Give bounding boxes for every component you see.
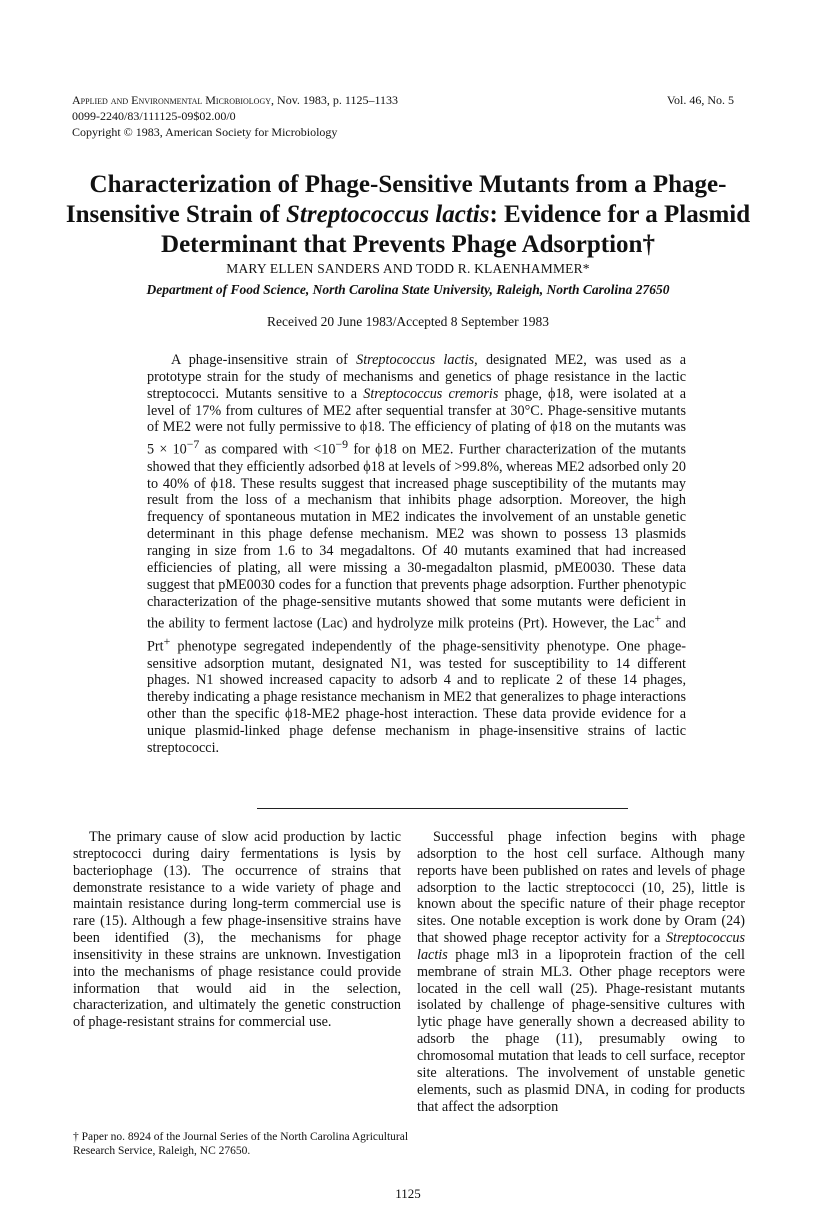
- section-divider: [257, 808, 628, 809]
- received-dates: Received 20 June 1983/Accepted 8 September 1983: [267, 314, 549, 329]
- body-right-column: Successful phage infection begins with phage adsorption to the host cell surface. Although many reports have been published on rates and levels of phage adsorption to the lactic streptococci (10, 25), little is known about the specific nature of their phage receptor sites. One notable exception is work done by Oram (24) that showed phage receptor activity for a Streptococcus lactis phage ml3 in a lipoprotein fraction of the cell membrane of strain ML3. Other phage receptors were located in the cell wall (25). Phage-resistant mutants isolated by challenge of phage-sensitive cultures with lytic phage have generally shown a decreased ability to adsorb the phage (11), presumably owing to chromosomal mutation that leads to cell surface, receptor site alterations. The involvement of unstable genetic elements, such as plasmid DNA, in coding for products that affect the adsorption: [417, 829, 745, 1115]
- author-list: MARY ELLEN SANDERS AND TODD R. KLAENHAMMER*: [226, 261, 590, 276]
- abstract: A phage-insensitive strain of Streptococcus lactis, designated ME2, was used as a prototype strain for the study of mechanisms and genetics of phage resistance in the lactic streptococci. Mutants sensitive to a Streptococcus cremoris phage, ϕ18, were isolated at a level of 17% from cultures of ME2 after sequential transfer at 30°C. Phage-sensitive mutants of ME2 were not fully permissive to ϕ18. The efficiency of plating of ϕ18 on the mutants was $5 \times 10^{-7}$ as compared with $<10^{-9}$ for ϕ18 on ME2. Further characterization of the mutants showed that they efficiently adsorbed ϕ18 at levels of >99.8%, whereas ME2 adsorbed only 20 to 40% of ϕ18. These results suggest that increased phage susceptibility of the mutants may result from the loss of a mechanism that inhibits phage adsorption. Moreover, the high frequency of spontaneous mutation in ME2 indicates the involvement of an unstable genetic determinant in this phage defense mechanism. ME2 was shown to possess 13 plasmids ranging in size from 1.6 to 34 megadaltons. Of 40 mutants examined that had increased efficiencies of plating, all were missing a 30-megadalton plasmid, pME0030. These data suggest that pME0030 codes for a function that prevents phage adsorption. Further phenotypic characterization of the phage-sensitive mutants showed that some mutants were deficient in the ability to ferment lactose (Lac) and hydrolyze milk proteins (Prt). However, the Lac+ and Prt+ phenotype segregated independently of the phage-sensitivity phenotype. One phage-sensitive adsorption mutant, designated N1, was tested for susceptibility to 14 different phages. N1 showed increased capacity to adsorb 4 and to replicate 2 of these 14 phages, thereby indicating a phage resistance mechanism in ME2 that generalizes to phage interactions other than the specific ϕ18-ME2 phage-host interaction. These data provide evidence for a unique plasmid-linked phage defense mechanism in phage-insensitive strains of lactic streptococci.: [147, 352, 687, 756]
- issn-line: 0099-2240/83/111125-09$02.00/0: [72, 109, 236, 123]
- copyright-line: Copyright © 1983, American Society for Microbiology: [72, 125, 338, 139]
- journal-header: [72, 92, 592, 140]
- volume-label: Vol. 46, No. 5: [666, 93, 734, 107]
- affiliation: Department of Food Science, North Carolina State University, Raleigh, North Carolina 27650: [146, 282, 670, 297]
- journal-citation: Applied and Environmental Microbiology, Nov. 1983, p. 1125–1133: [72, 93, 399, 107]
- article-title: Characterization of Phage-Sensitive Mutants from a Phage-Insensitive Strain of Streptococcus lactis: Evidence for a Plasmid Determinant that Prevents Phage Adsorption†: [65, 171, 751, 258]
- footnote: † Paper no. 8924 of the Journal Series of the North Carolina Agricultural Research Service, Raleigh, NC 27650.: [73, 1131, 409, 1157]
- page-number: 1125: [395, 1186, 421, 1201]
- body-left-column: The primary cause of slow acid production by lactic streptococci during dairy fermentations is lysis by bacteriophage (13). The occurrence of strains that demonstrate resistance to a wide variety of phage and maintain resistance during long-term commercial use is rare (15). Although a few phage-insensitive strains have been identified (3), the mechanisms for phage insensitivity in these strains are unknown. Investigation into the mechanisms of phage resistance could provide information that would aid in the selection, characterization, and ultimately the genetic construction of phage-resistant strains for commercial use.: [73, 829, 401, 1031]
